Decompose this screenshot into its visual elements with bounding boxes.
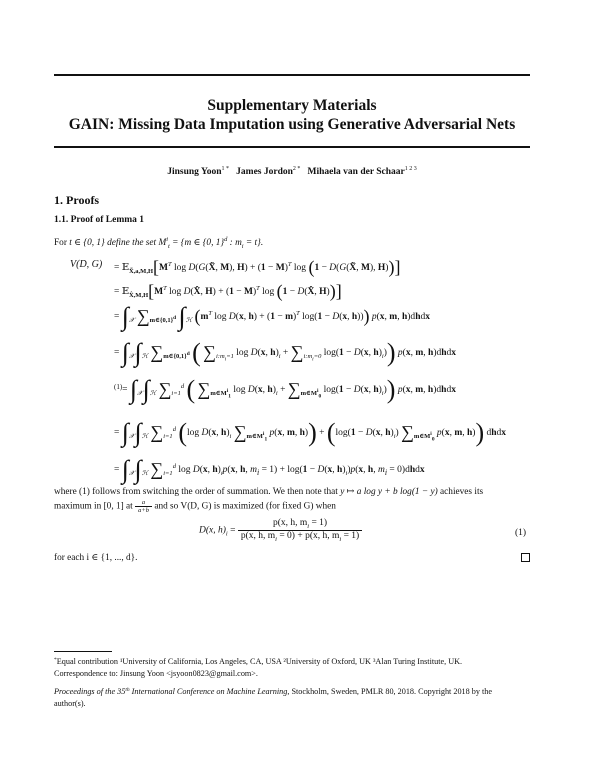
title-bottom-rule [54,146,530,148]
intro-pre: For [54,238,67,248]
intro-setdef: t ∈ {0, 1} define the set M [69,238,167,248]
proc-italic2: International Conference on Machine Learning [129,687,288,696]
author-list [54,166,530,177]
equation-number: (1) [515,528,527,538]
derivation-line-5: $^{(1)}= \int_𝒳\int_ℋ$ $\sum_{i=1}^d$ ( $\sum_{m\in M^i_1}$ log D(x, $h)_i + \sum_{m\in M^i_0}$ log(1 − D(x, $h)_i$)) p(x, m, h)dhdx [114,375,456,404]
a-over-a-plus-b: $\frac{a}{a+b}$ [135,499,152,514]
proc-italic: Proceedings of the 35 [54,687,126,696]
footnote-line-1: Equal contribution ¹University of California, Los Angeles, CA, USA ²University of Oxford, UK ³Alan Turing Institute, UK. [56,657,463,666]
qed-box [521,553,530,562]
derivation-line-1: = $𝔼_{X̃,a,M,H}[M^T$ log D(G(X̃, M), $H) + (1 - M)^T$ log (1 − D(G(X̃, M), H))] [114,257,401,277]
footnote-affiliations: *Equal contribution ¹University of California, Los Angeles, CA, USA ²University of Oxford, UK ³Alan Turing Institute, UK. Correspondence to: Jinsung Yoon <jsyoon0823@gmail.com>. [54,657,463,678]
author-marks: 2 * [292,166,301,172]
top-rule [54,74,530,76]
title-line-1: Supplementary Materials [207,97,377,114]
after-line1c: achieves its [440,487,484,497]
derivation-lhs: V(D, G) [70,259,103,270]
footnote-line-2: Correspondence to: Jinsung Yoon <jsyoon0823@gmail.com>. [54,668,258,678]
eq1-den-a: p(x, h, m [240,531,276,541]
proc-line-2: author(s). [54,698,86,708]
after-line1a: where (1) follows from switching the order of summation. We then note that [54,487,338,497]
derivation-line-3: = $\int_𝒳$ $\sum_{m\in\{0,1\}^d}$ $\int_ℋ$ ($m^T$ log D(x, $h) + (1 - m)^T$ log(1 − D(x, h))) p(x, m, h)dhdx [114,302,430,331]
intro-setdef2: = {m ∈ {0, 1} [169,238,225,248]
intro-sentence: For t ∈ {0, 1} define the set $M^i_t = \{m$ ∈ {0, 1}$^d$ : $m_i = t$}. [54,236,264,250]
derivation-line-6: = $\int_𝒳\int_ℋ$ $\sum_{i=1}^d$ (log D(x, $h)_i$ $\sum_{m\in M^i_1}$ p(x, m, h)) + (log(1 − D(x, $h)_i$) $\sum_{m\in M^i_0}$ p(x, m, h)) dhdx [114,418,507,447]
after-line2b: and so V(D, G) is maximized (for fixed G) when [154,501,336,512]
author-marks: 1 * [221,166,230,172]
eq1-den-b: = 0) + p(x, h, m [276,531,340,541]
author-marks: 1 2 3 [404,166,417,172]
author-name: Jinsung Yoon [167,167,222,177]
section-heading: 1. Proofs [54,193,100,207]
eq1-numerator: p(x, h, m [272,518,308,528]
derivation-line-7: = $\int_𝒳\int_ℋ$ $\sum_{i=1}^d$ log D(x, $h)_ip(x$, h, $m_i = 1) + \log(1 - D(x$, $h)_i)p(x$, h, $m_i$ = 0)dhdx [114,455,425,484]
footnote-rule [54,651,112,652]
step-marker: (1) [114,383,123,391]
title-line-2: GAIN: Missing Data Imputation using Generative Adversarial Nets [68,116,516,133]
author-name: Mihaela van der Schaar [307,167,405,177]
closing-sentence: for each i ∈ {1, ..., d}. [54,553,138,563]
author-name: James Jordon [236,167,293,177]
intro-setdef3: : m [227,238,242,248]
footnote-proceedings: Proceedings of the 35th International Conference on Machine Learning, Stockholm, Sweden, PMLR 80, 2018. Copyright 2018 by the author(s). [54,687,493,708]
eq1-numerator-end: = 1) [309,518,328,528]
after-line1b: y ↦ a log y + b log(1 − y) [340,487,438,497]
subsection-heading: 1.1. Proof of Lemma 1 [54,215,145,225]
after-paragraph [54,486,532,514]
intro-setdef4: = t}. [243,238,264,248]
after-line2a: maximum in [0, 1] at [54,501,133,512]
derivation-line-4: = $\int_𝒳\int_ℋ$ $\sum_{m\in\{0,1\}^d}$ ( $\sum_{i:m_i=1}$ log D(x, $h)_i + \sum_{i:m_i=0}$ log(1 − D(x, $h)_i$)) p(x, m, h)dhdx [114,338,457,367]
eq1-fraction: $\frac{p(x, h, m_i = 1)}{p(x, h, m_i = 0) + p(x, h, m_i = 1)}$ [238,518,362,543]
eq1-den-c: = 1) [341,531,360,541]
equation-1: D(x, $h)_i$ = $\frac{p(x, h, m_i = 1)}{p(x, h, m_i = 0) + p(x, h, m_i = 1)}$ [199,518,362,543]
proc-rest: , Stockholm, Sweden, PMLR 80, 2018. Copyright 2018 by the [287,687,493,696]
derivation-line-2: = $𝔼_{X̂,M,H}[M^T$ log D(X̂, $H) + (1 - M)^T$ log (1 − D(X̂, H))] [114,281,342,301]
eq1-lhs: D(x, h) [199,525,226,536]
